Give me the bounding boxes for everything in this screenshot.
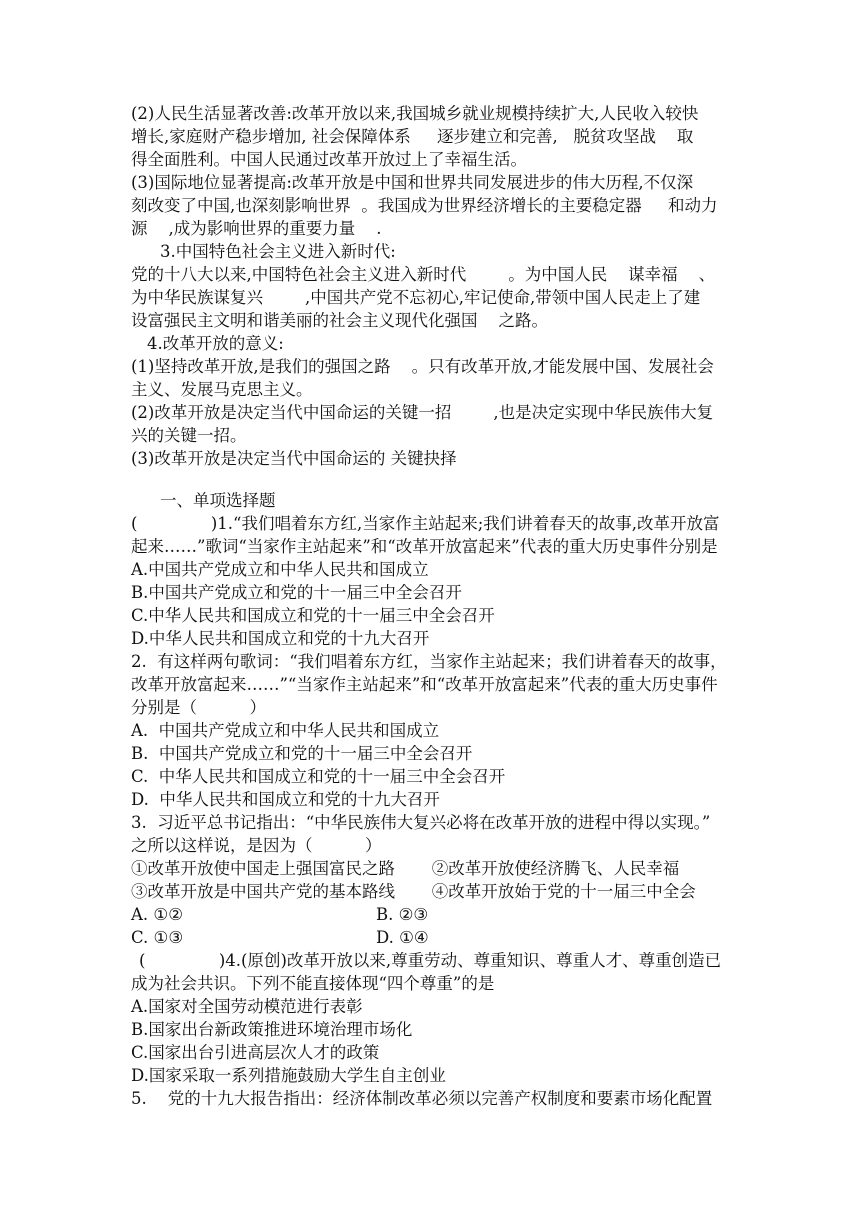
question-text: 2. 有这样两句歌词：“我们唱着东方红，当家作主站起来；我们讲着春天的故事，: [131, 652, 727, 671]
text-line: 得全面胜利。中国人民通过改革开放过上了幸福生活。: [131, 150, 527, 169]
question-text: ( )1.“我们唱着东方红,当家作主站起来;我们讲着春天的故事,改革开放富: [131, 514, 720, 533]
text-line: 为中华民族谋复兴 ,中国共产党不忘初心,牢记使命,带领中国人民走上了建: [131, 288, 701, 307]
option-b: B.中国共产党成立和党的十一届三中全会召开: [131, 583, 462, 602]
option-d: D.中华人民共和国成立和党的十九大召开: [131, 629, 430, 648]
option-b: B. ②③: [376, 905, 429, 924]
option-d: D. ①④: [376, 928, 429, 947]
question-text: 3. 习近平总书记指出：“中华民族伟大复兴必将在改革开放的进程中得以实现。”: [131, 813, 711, 832]
option-a: A. 中国共产党成立和中华人民共和国成立: [131, 721, 440, 740]
text-line: 主义、发展马克思主义。: [131, 380, 313, 399]
text-line: 党的十八大以来,中国特色社会主义进入新时代 。为中国人民 谋幸福 、: [131, 265, 716, 284]
question-text: 之所以这样说，是因为（ ）: [131, 836, 382, 855]
text-line: 兴的关键一招。: [131, 426, 247, 445]
option-c: C. 中华人民共和国成立和党的十一届三中全会召开: [131, 767, 506, 786]
question-text: 分别是（ ）: [131, 698, 266, 717]
text-line: 源 ,成为影响世界的重要力量 .: [131, 219, 382, 238]
text-line: 刻改变了中国,也深刻影响世界 。我国成为世界经济增长的主要稳定器 和动力: [131, 196, 718, 215]
text-line: (1)坚持改革开放,是我们的强国之路 。只有改革开放,才能发展中国、发展社会: [131, 357, 714, 376]
text-line: (3)国际地位显著提高:改革开放是中国和世界共同发展进步的伟大历程,不仅深: [131, 173, 694, 192]
option-c: C.中华人民共和国成立和党的十一届三中全会召开: [131, 606, 495, 625]
text-line: 增长,家庭财产稳步增加, 社会保障体系 逐步建立和完善, 脱贫攻坚战 取: [131, 127, 694, 146]
option-a: A.国家对全国劳动模范进行表彰: [131, 997, 363, 1016]
question-text: ( )4.(原创)改革开放以来,尊重劳动、尊重知识、尊重人才、尊重创造已: [139, 951, 722, 970]
section-heading: 3.中国特色社会主义进入新时代:: [160, 242, 396, 261]
option-c: C. ①③: [131, 928, 184, 947]
option-d: D. 中华人民共和国成立和党的十九大召开: [131, 790, 440, 809]
option-c: C.国家出台引进高层次人才的政策: [131, 1043, 380, 1062]
question-text: 成为社会共识。下列不能直接体现“四个尊重”的是: [131, 974, 495, 993]
statement-line: ③改革开放是中国共产党的基本路线 ④改革开放始于党的十一届三中全会: [131, 882, 696, 901]
section-heading: 4.改革开放的意义:: [147, 334, 284, 353]
text-line: (3)改革开放是决定当代中国命运的 关键抉择: [131, 449, 457, 468]
question-text: 改革开放富起来……”“当家作主站起来”和“改革开放富起来”代表的重大历史事件: [131, 675, 718, 694]
option-b: B.国家出台新政策推进环境治理市场化: [131, 1020, 413, 1039]
section-heading: 一、单项选择题: [160, 491, 276, 510]
option-a: A. ①②: [131, 905, 183, 924]
question-text: 5. 党的十九大报告指出：经济体制改革必须以完善产权制度和要素市场化配置: [131, 1089, 713, 1108]
option-b: B. 中国共产党成立和党的十一届三中全会召开: [131, 744, 473, 763]
text-line: (2)改革开放是决定当代中国命运的关键一招 ,也是决定实现中华民族伟大复: [131, 403, 714, 422]
option-d: D.国家采取一系列措施鼓励大学生自主创业: [131, 1066, 446, 1085]
question-text: 起来……”歌词“当家作主站起来”和“改革开放富起来”代表的重大历史事件分别是: [131, 537, 718, 556]
option-a: A.中国共产党成立和中华人民共和国成立: [131, 560, 429, 579]
text-line: 设富强民主文明和谐美丽的社会主义现代化强国 之路。: [131, 311, 548, 330]
text-line: (2)人民生活显著改善:改革开放以来,我国城乡就业规模持续扩大,人民收入较快: [131, 104, 699, 123]
statement-line: ①改革开放使中国走上强国富民之路 ②改革开放使经济腾飞、人民幸福: [131, 859, 680, 878]
